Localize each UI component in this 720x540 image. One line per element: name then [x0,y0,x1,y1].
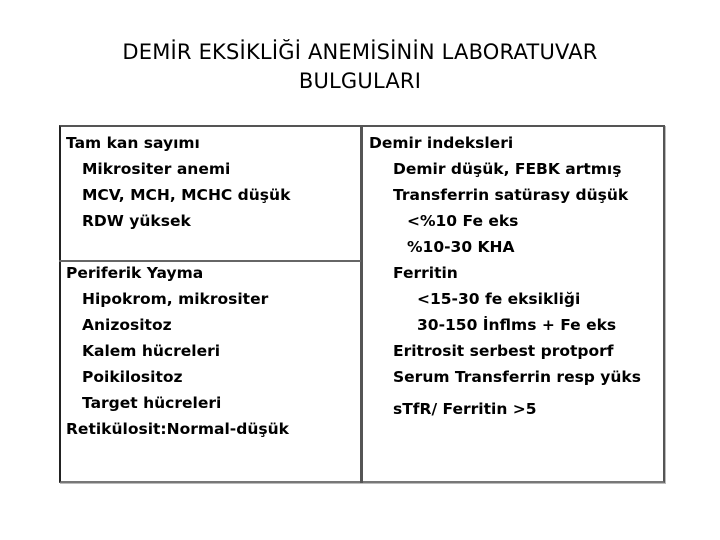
table-column-divider [360,125,363,483]
retikulosit-line: Retikülosit:Normal-düşük [66,420,289,438]
tam-kan-item: RDW yüksek [82,212,191,230]
demir-item: Transferrin satürasy düşük [393,186,629,204]
cell-demir-indeksleri [369,130,641,422]
cell-tam-kan-sayimi [66,130,290,234]
periferik-item: Hipokrom, mikrositer [82,290,269,308]
tam-kan-heading: Tam kan sayımı [66,134,200,152]
ferritin-item: 30-150 İnflms + Fe eks [417,316,617,334]
ferritin-item: <15-30 fe eksikliği [417,290,581,308]
demir-item: Demir düşük, FEBK artmış [393,160,622,178]
slide-title-line-2: BULGULARI [298,69,422,93]
tam-kan-item: MCV, MCH, MCHC düşük [82,186,291,204]
stfr-ferritin-ratio: sTfR/ Ferritin >5 [393,400,537,418]
slide-title-line-1: DEMİR EKSİKLİĞİ ANEMİSİNİN LABORATUVAR [122,40,598,64]
demir-item: Serum Transferrin resp yüks [393,368,641,386]
demir-heading: Demir indeksleri [369,134,514,152]
demir-item: Eritrosit serbest protporf [393,342,614,360]
periferik-item: Kalem hücreleri [82,342,221,360]
tam-kan-item: Mikrositer anemi [82,160,231,178]
periferik-item: Poikilositoz [82,368,183,386]
slide-title [0,38,720,96]
periferik-item: Anizositoz [82,316,172,334]
demir-subitem: <%10 Fe eks [407,212,519,230]
ferritin-heading: Ferritin [393,264,458,282]
demir-subitem: %10-30 KHA [407,238,515,256]
cell-periferik-yayma [66,260,289,442]
periferik-item: Target hücreleri [82,394,222,412]
periferik-heading: Periferik Yayma [66,264,204,282]
